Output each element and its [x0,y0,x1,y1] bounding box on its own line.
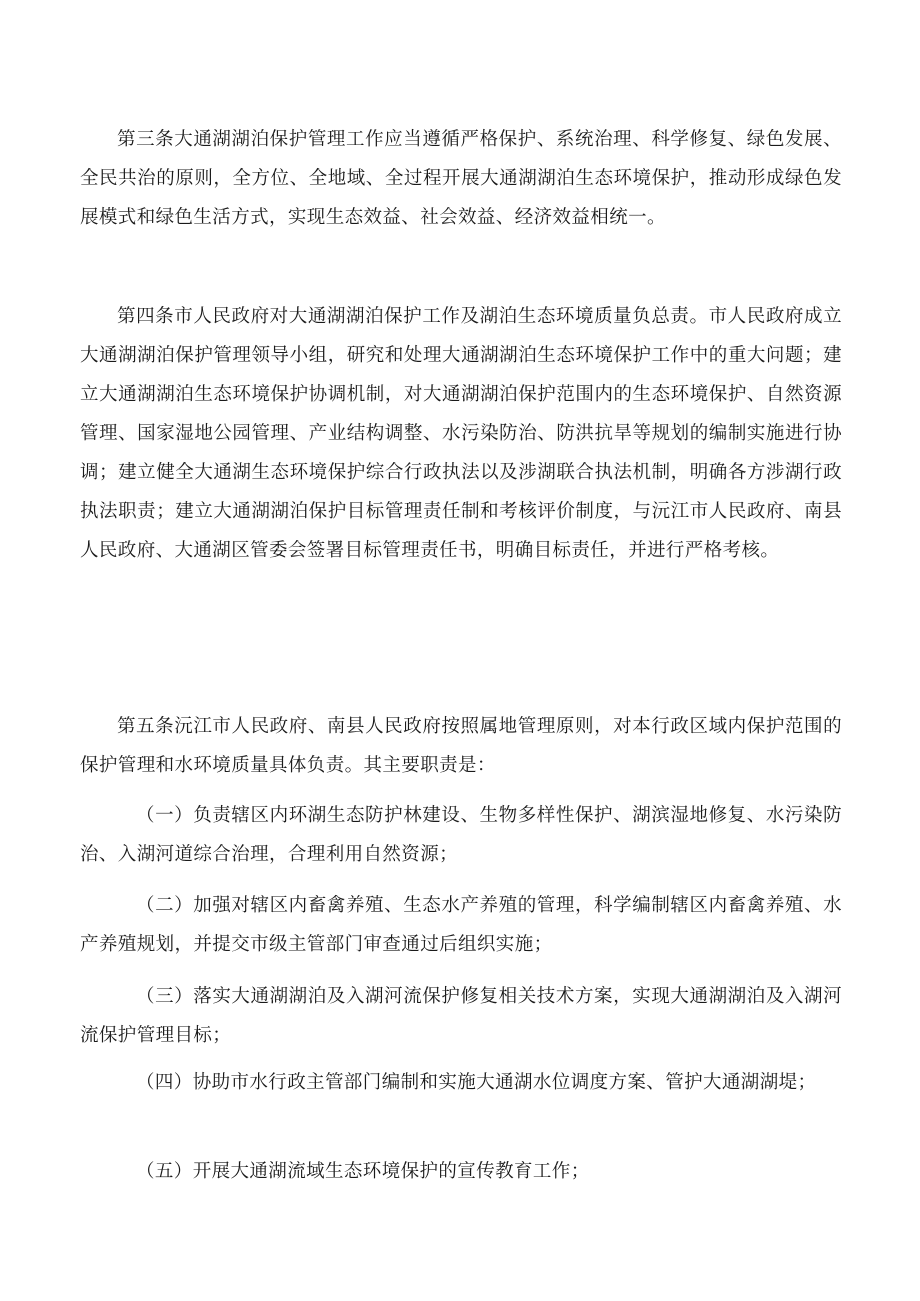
article-5-paragraph: 第五条沅江市人民政府、南县人民政府按照属地管理原则，对本行政区域内保护范围的保护管理和水环境质量具体负责。其主要职责是： [80,716,842,776]
article-3-paragraph: 第三条大通湖湖泊保护管理工作应当遵循严格保护、系统治理、科学修复、绿色发展、全民共治的原则，全方位、全地域、全过程开展大通湖湖泊生态环境保护，推动形成绿色发展模式和绿色生活方式，实现生态效益、社会效益、经济效益相统一。 [80,129,842,228]
article-5-item-3: （三）落实大通湖湖泊及入湖河流保护修复相关技术方案，实现大通湖湖泊及入湖河流保护管理目标； [80,986,842,1046]
article-5-item-2: （二）加强对辖区内畜禽养殖、生态水产养殖的管理，科学编制辖区内畜禽养殖、水产养殖规划，并提交市级主管部门审查通过后组织实施； [80,895,842,955]
article-5-item-1: （一）负责辖区内环湖生态防护林建设、生物多样性保护、湖滨湿地修复、水污染防治、入湖河道综合治理，合理利用自然资源； [80,805,842,865]
article-5-item-5: （五）开展大通湖流域生态环境保护的宣传教育工作； [136,1161,590,1182]
article-5-item-4: （四）协助市水行政主管部门编制和实施大通湖水位调度方案、管护大通湖湖堤； [136,1072,817,1093]
article-4-paragraph: 第四条市人民政府对大通湖湖泊保护工作及湖泊生态环境质量负总责。市人民政府成立大通湖湖泊保护管理领导小组，研究和处理大通湖湖泊生态环境保护工作中的重大问题；建立大通湖湖泊生态环境保护协调机制，对大通湖湖泊保护范围内的生态环境保护、自然资源管理、国家湿地公园管理、产业结构调整、水污染防治、防洪抗旱等规划的编制实施进行协调；建立健全大通湖生态环境保护综合行政执法以及涉湖联合执法机制，明确各方涉湖行政执法职责；建立大通湖湖泊保护目标管理责任制和考核评价制度，与沅江市人民政府、南县人民政府、大通湖区管委会签署目标管理责任书，明确目标责任，并进行严格考核。 [80,306,842,561]
